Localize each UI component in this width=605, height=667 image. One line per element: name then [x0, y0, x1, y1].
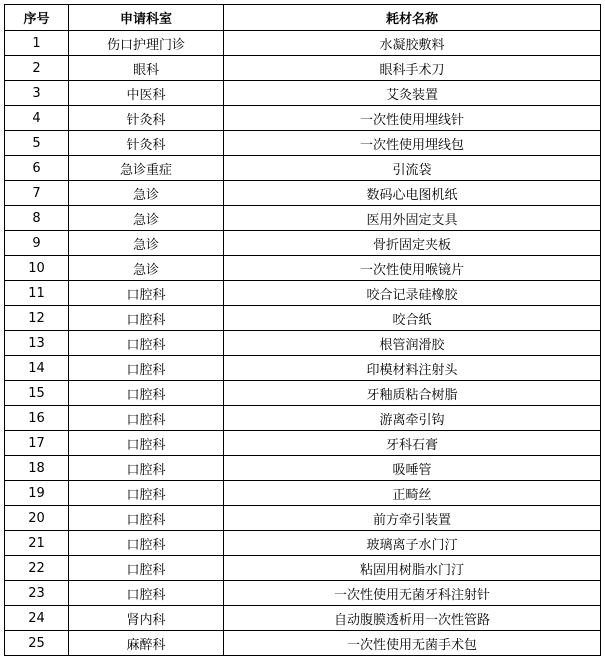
- cell-department: 口腔科: [69, 381, 224, 406]
- cell-department: 口腔科: [69, 456, 224, 481]
- cell-consumable-name: 自动腹膜透析用一次性管路: [224, 606, 601, 631]
- cell-department: 口腔科: [69, 331, 224, 356]
- consumables-table: [4, 4, 601, 656]
- cell-department: 口腔科: [69, 581, 224, 606]
- table-row: [5, 556, 601, 581]
- table-row: [5, 81, 601, 106]
- cell-department: 急诊: [69, 231, 224, 256]
- cell-serial-no: 4: [5, 106, 69, 131]
- cell-serial-no: 14: [5, 356, 69, 381]
- table-row: [5, 31, 601, 56]
- cell-department: 急诊: [69, 206, 224, 231]
- cell-serial-no: 19: [5, 481, 69, 506]
- cell-serial-no: 22: [5, 556, 69, 581]
- cell-serial-no: 13: [5, 331, 69, 356]
- table-row: [5, 381, 601, 406]
- cell-serial-no: 15: [5, 381, 69, 406]
- cell-serial-no: 23: [5, 581, 69, 606]
- table-row: [5, 181, 601, 206]
- table-row: [5, 506, 601, 531]
- table-row: [5, 206, 601, 231]
- header-department: 申请科室: [69, 5, 224, 31]
- cell-department: 口腔科: [69, 481, 224, 506]
- cell-serial-no: 5: [5, 131, 69, 156]
- cell-consumable-name: 一次性使用喉镜片: [224, 256, 601, 281]
- cell-serial-no: 11: [5, 281, 69, 306]
- cell-department: 针灸科: [69, 106, 224, 131]
- cell-serial-no: 21: [5, 531, 69, 556]
- cell-consumable-name: 艾灸装置: [224, 81, 601, 106]
- cell-consumable-name: 根管润滑胶: [224, 331, 601, 356]
- header-row: [5, 5, 601, 31]
- table-row: [5, 606, 601, 631]
- table-row: [5, 331, 601, 356]
- cell-consumable-name: 牙釉质粘合树脂: [224, 381, 601, 406]
- cell-serial-no: 9: [5, 231, 69, 256]
- cell-consumable-name: 引流袋: [224, 156, 601, 181]
- cell-serial-no: 1: [5, 31, 69, 56]
- cell-consumable-name: 医用外固定支具: [224, 206, 601, 231]
- cell-department: 针灸科: [69, 131, 224, 156]
- cell-department: 肾内科: [69, 606, 224, 631]
- cell-consumable-name: 游离牵引钩: [224, 406, 601, 431]
- table-row: [5, 531, 601, 556]
- cell-department: 口腔科: [69, 306, 224, 331]
- cell-department: 口腔科: [69, 406, 224, 431]
- cell-consumable-name: 数码心电图机纸: [224, 181, 601, 206]
- table-row: [5, 156, 601, 181]
- cell-department: 中医科: [69, 81, 224, 106]
- cell-consumable-name: 牙科石膏: [224, 431, 601, 456]
- cell-serial-no: 6: [5, 156, 69, 181]
- cell-consumable-name: 前方牵引装置: [224, 506, 601, 531]
- cell-department: 口腔科: [69, 281, 224, 306]
- cell-department: 麻醉科: [69, 631, 224, 656]
- cell-serial-no: 12: [5, 306, 69, 331]
- table-row: [5, 281, 601, 306]
- cell-department: 急诊: [69, 181, 224, 206]
- table-row: [5, 106, 601, 131]
- cell-consumable-name: 一次性使用无菌牙科注射针: [224, 581, 601, 606]
- cell-department: 眼科: [69, 56, 224, 81]
- table-row: [5, 231, 601, 256]
- header-serial-no: 序号: [5, 5, 69, 31]
- cell-consumable-name: 吸唾管: [224, 456, 601, 481]
- table-header: [5, 5, 601, 31]
- cell-consumable-name: 水凝胶敷料: [224, 31, 601, 56]
- cell-department: 伤口护理门诊: [69, 31, 224, 56]
- cell-department: 口腔科: [69, 356, 224, 381]
- table-body: [5, 31, 601, 656]
- cell-serial-no: 2: [5, 56, 69, 81]
- cell-consumable-name: 正畸丝: [224, 481, 601, 506]
- cell-consumable-name: 一次性使用无菌手术包: [224, 631, 601, 656]
- cell-consumable-name: 咬合纸: [224, 306, 601, 331]
- table-row: [5, 456, 601, 481]
- table-row: [5, 256, 601, 281]
- cell-consumable-name: 一次性使用埋线包: [224, 131, 601, 156]
- cell-consumable-name: 骨折固定夹板: [224, 231, 601, 256]
- header-consumable-name: 耗材名称: [224, 5, 601, 31]
- cell-consumable-name: 粘固用树脂水门汀: [224, 556, 601, 581]
- table-row: [5, 356, 601, 381]
- cell-serial-no: 7: [5, 181, 69, 206]
- cell-serial-no: 17: [5, 431, 69, 456]
- cell-consumable-name: 咬合记录硅橡胶: [224, 281, 601, 306]
- cell-department: 急诊重症: [69, 156, 224, 181]
- table-row: [5, 431, 601, 456]
- table-row: [5, 56, 601, 81]
- cell-consumable-name: 眼科手术刀: [224, 56, 601, 81]
- consumables-sheet: [4, 4, 601, 656]
- cell-serial-no: 8: [5, 206, 69, 231]
- cell-consumable-name: 玻璃离子水门汀: [224, 531, 601, 556]
- cell-serial-no: 24: [5, 606, 69, 631]
- table-row: [5, 481, 601, 506]
- cell-department: 口腔科: [69, 531, 224, 556]
- cell-serial-no: 25: [5, 631, 69, 656]
- table-row: [5, 306, 601, 331]
- cell-serial-no: 20: [5, 506, 69, 531]
- cell-department: 口腔科: [69, 556, 224, 581]
- cell-serial-no: 3: [5, 81, 69, 106]
- cell-department: 急诊: [69, 256, 224, 281]
- cell-department: 口腔科: [69, 506, 224, 531]
- cell-consumable-name: 印模材料注射头: [224, 356, 601, 381]
- table-row: [5, 406, 601, 431]
- cell-consumable-name: 一次性使用埋线针: [224, 106, 601, 131]
- cell-department: 口腔科: [69, 431, 224, 456]
- cell-serial-no: 16: [5, 406, 69, 431]
- cell-serial-no: 18: [5, 456, 69, 481]
- table-row: [5, 631, 601, 656]
- table-row: [5, 131, 601, 156]
- cell-serial-no: 10: [5, 256, 69, 281]
- table-row: [5, 581, 601, 606]
